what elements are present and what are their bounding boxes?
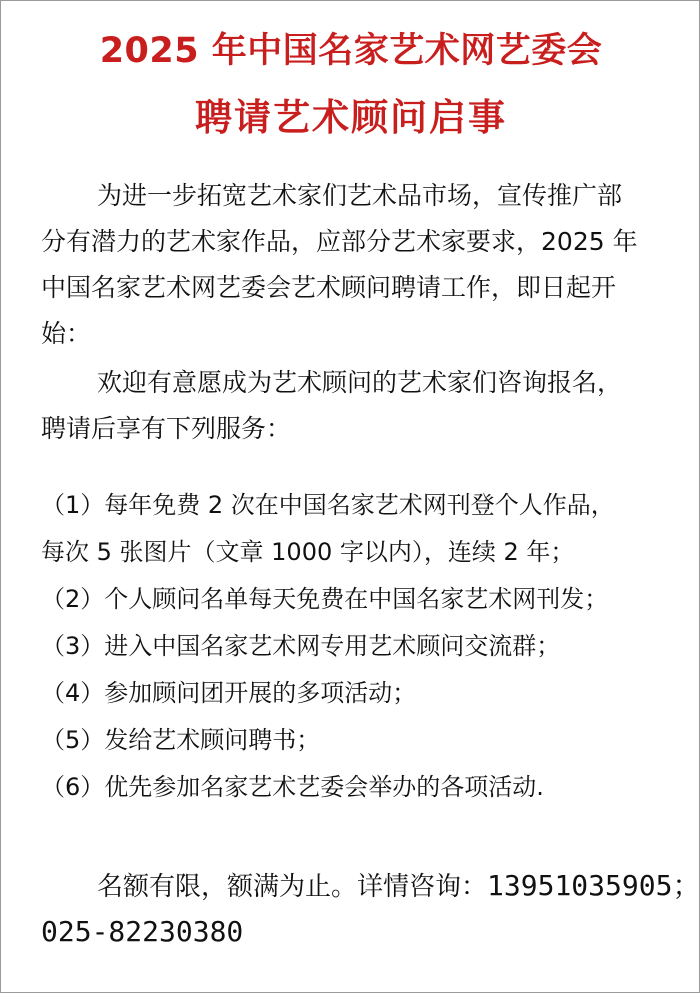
service-item: （6）优先参加名家艺术艺委会举办的各项活动. xyxy=(41,773,544,801)
service-item: （5）发给艺术顾问聘书； xyxy=(41,726,321,754)
intro-line: 始： xyxy=(41,319,92,348)
intro-line: 中国名家艺术网艺委会艺术顾问聘请工作，即日起开 xyxy=(41,273,617,302)
intro-line: 分有潜力的艺术家作品，应部分艺术家要求，2025 年 xyxy=(41,227,638,256)
services-list xyxy=(41,482,681,811)
service-item: （3）进入中国名家艺术网专用艺术顾问交流群； xyxy=(41,632,561,660)
title-line-2: 聘请艺术顾问启事 xyxy=(195,96,507,139)
service-item: （4）参加顾问团开展的多项活动； xyxy=(41,679,417,707)
intro-line: 为进一步拓宽艺术家们艺术品市场，宣传推广部 xyxy=(97,181,623,210)
service-item: （2）个人顾问名单每天免费在中国名家艺术网刊发； xyxy=(41,585,609,613)
title-line-1: 2025 年中国名家艺术网艺委会 xyxy=(99,31,603,71)
invite-paragraph xyxy=(41,360,671,452)
invite-line: 欢迎有意愿成为艺术顾问的艺术家们咨询报名， xyxy=(97,368,623,397)
contact-text: 名额有限，额满为止。详情咨询： xyxy=(97,872,488,902)
phone-mobile: 13951035905； xyxy=(487,869,700,902)
intro-paragraph xyxy=(41,173,671,357)
contact-line xyxy=(41,863,700,909)
service-item-continued: 每次 5 张图片（文章 1000 字以内），连续 2 年； xyxy=(41,538,575,566)
invite-line: 聘请后享有下列服务： xyxy=(41,414,292,443)
phone-landline: 025-82230380 xyxy=(41,915,244,948)
service-item: （1）每年免费 2 次在中国名家艺术网刊登个人作品， xyxy=(41,491,615,519)
contact-block xyxy=(41,863,700,955)
